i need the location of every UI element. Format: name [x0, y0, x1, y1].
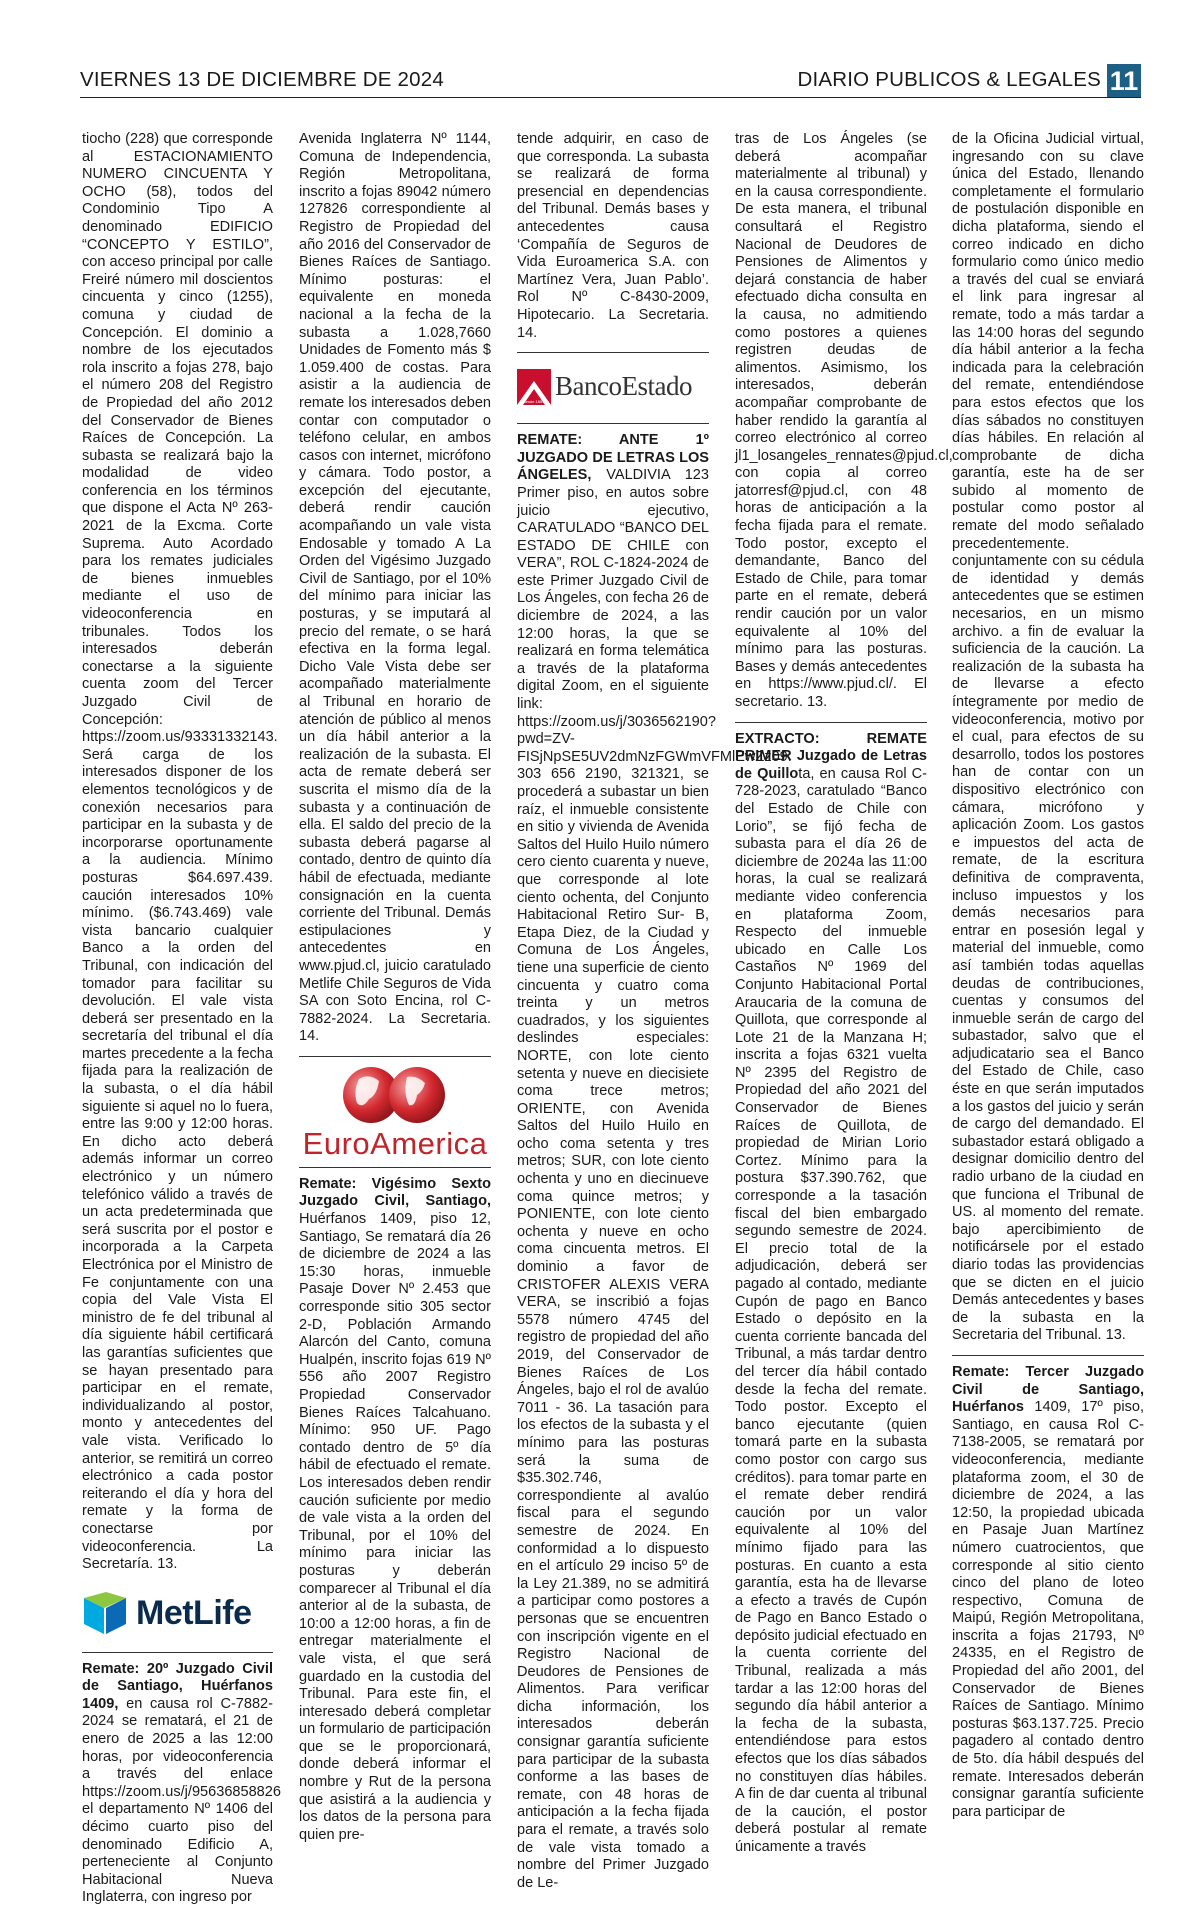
notice-metlife-body: Avenida Inglaterra Nº 1144, Comuna de Independencia, Región Metropolitana, inscrito a fojas 89042 número 127826 correspondiente al Registro de Propiedad del año 2016 del Conservador de Bienes Raíces de Santiago. Mínimo posturas: el equivalente en moneda nacional a la fecha de la subasta a 1.028,7660 Unidades de Fomento más $ 1.059.400 de costas. Para asistir a la audiencia de remate los interesados deben contar con computador o teléfono celular, en ambos casos con internet, micrófono y cámara. Todo postor, a excepción del ejecutante, deberá rendir caución acompañando un vale vista Endosable y tomado A La Orden del Vigésimo Juzgado Civil de Santiago, por el 10% del mínimo para iniciar las posturas, y se imputará al precio del remate, o se hará efectiva en la forma legal. Dicho Vale Vista debe ser acompañado materialmente al Tribunal en horario de atención de público al menos un día hábil anterior a la realización de la subasta. El acta de remate deberá ser suscrita el mismo día de la subasta y a continuación de ella. El saldo del precio de la subasta deberá pagarse al contado, dentro de quinto día hábil de efectuada, mediante consignación en la cuenta corriente del Tribunal. Demás estipulaciones y antecedentes en www.pjud.cl, juicio caratulado Metlife Chile Seguros de Vida SA con Soto Encina, rol C-7882-2024. La Secretaria. 14. — [299, 131, 491, 1045]
euroamerica-wordmark: EuroAmerica — [302, 1126, 488, 1162]
notice-body: VALDIVIA 123 Primer piso, en autos sobre juicio ejecutivo, CARATULADO “BANCO DEL ESTADO DE CHILE con VERA”, ROL C-1824-2024 de este Primer Juzgado Civil de Los Ángeles, con fecha 26 de diciembre de 2024, a las 12:00 horas, la que se realizará en forma telemática a través de la plataforma digital Zoom, en el siguiente link: https://zoom.us/j/3036562190?pwd=ZV-FISjNpSE5UV2dmNzFGWmVFMlEwZz09. 303 656 2190, 321321, se procederá a subastar un bien raíz, el inmueble consistente en sitio y vivienda de Avenida Saltos del Huilo Huilo número cero ciento cuarenta y nueve, que corresponde al lote ciento ochenta, del Conjunto Habitacional Retiro Sur- B, Etapa Diez, de la Ciudad y Comuna de Los Ángeles, tiene una superficie de ciento cincuenta y cuatro coma treinta y un metros cuadrados, y los siguientes deslindes especiales: NORTE, con lote ciento setenta y nueve en diecisiete coma trece metros; ORIENTE, con Avenida Saltos del Huilo Huilo en ocho coma setenta y tres metros; SUR, con lote ciento ochenta y uno en diecinueve coma quince metros; y PONIENTE, con lote ciento ochenta y nueve en ocho coma cincuenta metros. El dominio a favor de CRISTOFER ALEXIS VERA VERA, se inscribió a fojas 5578 número 4745 del registro de propiedad del año 2019, del Conservador de Bienes Raíces de Los Ángeles, bajo el rol de avalúo 7011 - 36. La tasación para los efectos de la subasta y el mínimo para las posturas será la suma de $35.302.746, correspondiente al avalúo fiscal para el segundo semestre de 2024. En conformidad a lo dispuesto en el artículo 29 inciso 5º de la Ley 21.389, no se admitirá a participar como postores a personas que se encuentren con inscripción vigente en el Registro Nacional de Deudores de Pensiones de Alimentos. Para verificar dicha información, los interesados deberán consignar garantía suficiente para participar de la subasta conforme a las bases de remate, con 48 horas de anticipación a la fecha fijada para el remate, a través solo de vale vista tomado a nombre del Primer Juzgado de Le- — [517, 467, 792, 1891]
notice-heading: EXTRACTO: REMATE PRIMER Juzgado de Letras de Quillo — [735, 730, 927, 782]
divider — [299, 1167, 491, 1168]
notice-heading: Remate: 20º Juzgado Civil de Santiago, Huérfanos 1409, — [82, 1660, 273, 1712]
metlife-wordmark: MetLife — [136, 1593, 252, 1632]
divider — [82, 1652, 273, 1653]
notice-body: ta, en causa Rol C-728-2023, caratulado “Banco del Estado de Chile con Lorio”, se fijó fecha de subasta para el día 26 de diciembre de 2024a las 11:00 horas, la cual se realizará mediante video conferencia en plataforma Zoom, Respecto del inmueble ubicado en Calle Los Castaños Nº 1969 del Conjunto Habitacional Portal Araucaria de la comuna de Quillota, que corresponde al Lote 21 de la Manzana H; inscrita a fojas 6321 vuelta Nº 2395 del Registro de Propiedad del año 2021 del Conservador de Bienes Raíces de Quillota, de propiedad de Mirian Lorio Cortez. Mínimo para la postura $37.390.762, que corresponde a la tasación fiscal del bien embargado segundo semestre de 2024. El precio total de la adjudicación, deberá ser pagado al contado, mediante Cupón de pago en Banco Estado o depósito en la cuenta corriente bancada del Tribunal, a más tardar dentro del tercer día hábil contado desde la fecha del remate. Todo postor. Excepto el banco ejecutante (quien tomará parte en la subasta como postor con cargo sus créditos). para tomar parte en el remate deber rendirá caución por un valor equivalente al 10% del mínimo fijado para las posturas. En cuanto a esta garantía, esta ha de llevarse a efecto a través de Cupón de Pago en Banco Estado o depósito judicial efectuado en la cuenta corriente del Tribunal, realizada a más tardar a las 12:00 horas del segundo día hábil anterior a la fecha de la subasta, entendiéndose para estos efectos que los días sábados no constituyen días hábiles. A fin de dar cuenta al tribunal de la caución, el postor deberá postular al remate únicamente a través — [735, 765, 927, 1855]
metlife-logo — [82, 1586, 273, 1642]
notice-heading: Remate: Vigésimo Sexto Juzgado Civil, Santiago, — [299, 1175, 491, 1210]
notice-heading: Remate: Tercer Juzgado Civil de Santiago, Huérfanos — [952, 1363, 1144, 1416]
bancoestado-logo-mark — [517, 369, 551, 405]
header-rule — [80, 97, 1141, 98]
bancoestado-since-label: desde 1855 — [523, 399, 545, 405]
notice-los-angeles-cont: tras de Los Ángeles (se deberá acompañar materialmente al tribunal) y en la causa correspondiente. De esta manera, el tribunal consultará el Registro Nacional de Deudores de Pensiones de Alimentos y dejará constancia de haber efectuado dicha consulta en la causa, no admitiendo como postores a quienes registren deudas de alimentos. Asimismo, los interesados, deberán acompañar comprobante de haber rendido la garantía al correo electrónico al correo jl1_losangeles_rennates@pjud.cl, con copia al correo jatorresf@pjud.cl, con 48 horas de anticipación a la fecha fijada para el remate. Todo postor, excepto el demandante, Banco del Estado de Chile, para tomar parte en el remate, deberá rendir caución por un valor equivalente al 10% del mínimo para las posturas. Bases y demás antecedentes en https://www.pjud.cl/. El secretario. 13. — [735, 131, 953, 710]
divider — [517, 423, 709, 424]
notice-los-angeles — [517, 432, 792, 1892]
column-1 — [82, 131, 281, 1907]
notice-body: 1409, 17º piso, Santiago, en causa Rol C-7138-2005, se rematará por videoconferencia, mediante plataforma zoom, el 30 de diciembre de 2024, a las 12:50, la propiedad ubicada en Pasaje Juan Martínez número cuatrocientos, que corresponde al sitio ciento cinco del plano de loteo respectivo, Comuna de Maipú, Región Metropolitana, inscrita a fojas 21793, Nº 24335, en el Registro de Propiedad del año 2001, del Conservador de Bienes Raíces de Santiago. Mínimo posturas $63.137.725. Precio pagadero al contado dentro de 5to. día hábil después del remate. Interesados deberán consignar garantía suficiente para participar de — [952, 1399, 1144, 1820]
bancoestado-logo — [517, 361, 709, 413]
notice-body: en causa rol C-7882-2024 se rematará, el 21 de enero de 2025 a las 12:00 horas, por videoconferencia a través del enlace https://zoom.us/j/95636858826 el departamento Nº 1406 del décimo cuarto piso del denominado Edificio A, perteneciente al Conjunto Habitacional Nueva Inglaterra, con ingreso por — [82, 1695, 281, 1906]
divider — [952, 1355, 1144, 1356]
column-5 — [952, 131, 1144, 1821]
euroamerica-logo — [299, 1065, 491, 1162]
notice-body: Huérfanos 1409, piso 12, Santiago, Se rematará día 26 de diciembre de 2024 a las 15:30 horas, inmueble Pasaje Dover Nº 2.453 que corresponde sitio 305 sector 2-D, Población Armando Alarcón del Canto, comuna Hualpén, inscrito fojas 619 Nº 556 año 2007 Registro Propiedad Conservador Bienes Raíces Talcahuano. Mínimo: 950 UF. Pago contado dentro de 5º día hábil de efectuado el remate. Los interesados deben rendir caución suficiente por medio de vale vista a la orden del Tribunal, por el 10% del mínimo para iniciar las posturas y deberán comparecer al Tribunal el día anterior al de la subasta, de 10:00 a 12:00 horas, a fin de entregar materialmente el vale vista, el que será guardado en la custodia del Tribunal. Para este fin, el interesado deberá completar un formulario de participación que se le proporcionará, donde deberá informar el nombre y Rut de la persona que asistirá a la audiencia y los datos de la persona para quien pre- — [299, 1211, 491, 1843]
euroamerica-globes-icon — [299, 1065, 491, 1125]
notice-26-juzgado — [299, 1176, 491, 1845]
column-4 — [735, 131, 953, 1857]
notice-euroamerica-body: tende adquirir, en caso de que corresponda. La subasta se realizará de forma presencial en dependencias del Tribunal. Demás bases y antecedentes causa ‘Compañía de Seguros de Vida Euroamerica S.A. con Martínez Vera, Juan Pablo’. Rol Nº C-8430-2009, Hipotecario. La Secretaria. 14. — [517, 131, 709, 341]
column-3 — [517, 131, 792, 1892]
page-header — [80, 64, 1141, 98]
notice-quillota-cont: de la Oficina Judicial virtual, ingresando con su clave única del Estado, llenando completamente el formulario de postulación disponible en dicha plataforma, siendo el correo indicado en dicho formulario como único medio a través del cual se enviará el link para ingresar al remate, todo a más tardar a las 14:00 horas del segundo día hábil anterior a la fecha indicada para la celebración del remate, entendiéndose para estos efectos que los días sábados no constituyen días hábiles. En relación al comprobante de dicha garantía, este ha de ser subido al momento de postular como postor al remate del modo señalado precedentemente. conjuntamente con su cédula de identidad y demás antecedentes que se estimen necesarios, en un mismo archivo. a fin de evaluar la suficiencia de la caución. La realización de la subasta ha de llevarse a efecto íntegramente por medio de videoconferencia, motivo por el cual, para efectos de su desarrollo, todos los postores han de contar con un dispositivo electrónico con cámara, micrófono y aplicación Zoom. Los gastos e impuestos del acta de remate, de la escritura definitiva de compraventa, incluso impuestos y los demás necesarios para entrar en posesión legal y material del inmueble, como así también todas aquellas deudas de contribuciones, cuentas y consumos del inmueble serán de cargo del subastador, salvo que el adjudicatario sea el Banco del Estado de Chile, caso éste en que serán imputados a los gastos del juicio y serán de cargo del demandado. El subastador estará obligado a designar domicilio dentro del radio urbano de la ciudad en que funciona el Tribunal de US. al momento del remate. bajo apercibimiento de notificársele por el estado diario todas las providencias que se dicten en el juicio Demás antecedentes y bases de la subasta en la Secretaria del Tribunal. 13. — [952, 131, 1144, 1344]
divider — [735, 722, 927, 723]
notice-20-juzgado — [82, 1660, 281, 1907]
notice-heading: REMATE: ANTE 1º JUZGADO DE LETRAS LOS ÁNGELES, — [517, 432, 709, 484]
page-number-badge: 11 — [1107, 64, 1141, 98]
bancoestado-wordmark: BancoEstado — [555, 371, 692, 402]
publication-title: DIARIO PUBLICOS & LEGALES — [797, 68, 1101, 91]
notice-quillota — [735, 731, 927, 1857]
issue-date: VIERNES 13 DE DICIEMBRE DE 2024 — [80, 68, 444, 91]
notice-concepcion-body: tiocho (228) que corresponde al ESTACIONAMIENTO NUMERO CINCUENTA Y OCHO (58), todos del Condominio Tipo A denominado EDIFICIO “CONCEPTO Y ESTILO”, con acceso principal por calle Freiré número mil doscientos cincuenta y cinco (1255), comuna y ciudad de Concepción. El dominio a nombre de los ejecutados rola inscrito a fojas 278, bajo el número 208 del Registro de Propiedad del año 2012 del Conservador de Bienes Raíces de Concepción. La subasta se realizará bajo la modalidad de video conferencia en los términos que dispone el Acta Nº 263-2021 de la Excma. Corte Suprema. Auto Acordado para los remates judiciales de bienes inmuebles mediante el uso de videoconferencia en tribunales. Todos los interesados deberán conectarse a la siguiente cuenta zoom del Tercer Juzgado Civil de Concepción: https://zoom.us/93331332143. Será carga de los interesados disponer de los elementos tecnológicos y de conexión necesarios para participar en la subasta y de incorporarse oportunamente a la audiencia. Mínimo posturas $64.697.439. caución interesados 10% mínimo. ($6.743.469) vale vista bancario cualquier Banco a la orden del Tribunal, con indicación del tomador para facilitar su devolución. El vale vista deberá ser presentado en la secretaría del tribunal el día martes precedente a la fecha fijada para la realización de la subasta, o el día hábil siguiente si aquel no lo fuera, entre las 9:00 y 12:00 horas. En dicho acto deberá además informar un correo electrónico y un número telefónico válido a través de un acta predeterminada que será suscrita por el postor e incorporada a la Carpeta Electrónica por el Ministro de Fe conjuntamente con una copia del Vale Vista El ministro de fe del tribunal al día siguiente hábil certificará las garantías suficientes que se hayan presentado para participar en el remate, individualizando al postor, monto y antecedentes del vale vista. Verificado lo anterior, se remitirá un correo electrónico a cada postor reiterando el día y hora del remate y la forma de conectarse por videoconferencia. La Secretaría. 13. — [82, 131, 278, 1573]
column-2 — [299, 131, 491, 1844]
divider — [517, 352, 709, 353]
metlife-logo-mark — [82, 1592, 130, 1636]
divider — [299, 1056, 491, 1057]
